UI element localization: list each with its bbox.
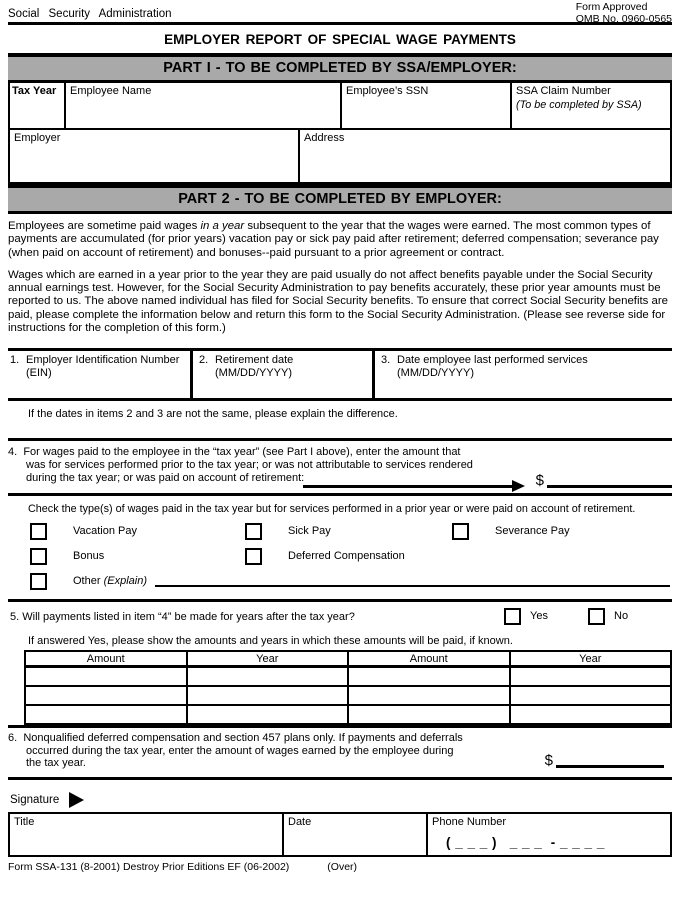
col-header-year-1: Year xyxy=(187,651,349,667)
employee-name-label: Employee Name xyxy=(70,85,152,97)
tax-year-label: Tax Year xyxy=(12,85,57,97)
yes-label: Yes xyxy=(530,610,548,623)
year-cell[interactable] xyxy=(510,667,672,686)
items-1-3-row xyxy=(8,348,672,401)
form-id-text: Form SSA-131 (8-2001) Destroy Prior Editions EF (06-2002) xyxy=(8,861,290,874)
item1-sub: (EIN) xyxy=(26,367,52,380)
ssa-claim-number-label: SSA Claim Number xyxy=(516,85,611,97)
omb-number: OMB No. 0960-0565 xyxy=(575,12,672,25)
para1-italic: in a year xyxy=(200,220,245,232)
amount-cell[interactable] xyxy=(25,705,187,724)
other-explain-note: (Explain) xyxy=(103,575,147,588)
sick-pay-label: Sick Pay xyxy=(288,525,331,538)
table-row xyxy=(25,667,671,686)
instructions-paragraph-2: Wages which are earned in a year prior to the year they are paid usually do not affect benefits payable under the Social Security annual earnings test. However, for the Social Security Administration to pay benefits accurately, these prior year amounts must be reported to us. The above named individual has filed for Social Security benefits. To ensure that correct Social Security benefits are paid, please complete the information below and return this form to the Social Security Administration. (Please see reverse side for instructions for the completion of this form.) xyxy=(8,268,668,335)
instructions-paragraph-1 xyxy=(8,220,672,260)
title-label: Title xyxy=(14,816,35,829)
item1-number: 1. xyxy=(10,354,20,367)
dates-note-text: If the dates in items 2 and 3 are not the same, please explain the difference. xyxy=(28,408,398,421)
date-field[interactable] xyxy=(282,814,426,855)
item6-line3: the tax year. xyxy=(26,757,86,770)
year-cell[interactable] xyxy=(510,686,672,705)
signature-label: Signature xyxy=(10,793,60,806)
form-title: EMPLOYER REPORT OF SPECIAL WAGE PAYMENTS xyxy=(164,32,516,47)
part2-bar: PART 2 - TO BE COMPLETED BY EMPLOYER: xyxy=(8,184,672,214)
form-approved-block xyxy=(576,2,672,26)
year-cell[interactable] xyxy=(187,686,349,705)
amount-cell[interactable] xyxy=(25,667,187,686)
last-services-date-field[interactable] xyxy=(372,351,672,398)
bonus-checkbox[interactable] xyxy=(30,548,47,565)
ssa-claim-number-field[interactable] xyxy=(510,83,670,128)
title-field[interactable] xyxy=(10,814,282,855)
item4-section xyxy=(8,441,672,496)
amount-cell[interactable] xyxy=(348,667,510,686)
item4-dollar-sign: $ xyxy=(535,472,544,490)
item2-number: 2. xyxy=(199,354,209,367)
item4-number: 4. xyxy=(8,446,18,459)
sick-pay-checkbox[interactable] xyxy=(245,523,262,540)
title-date-phone-table xyxy=(8,812,672,857)
date-label: Date xyxy=(288,816,312,829)
other-label: Other (Explain) xyxy=(73,575,147,588)
item3-number: 3. xyxy=(381,354,391,367)
amount-cell[interactable] xyxy=(348,686,510,705)
yes-checkbox[interactable] xyxy=(504,608,521,625)
form-footer xyxy=(8,857,672,873)
address-field[interactable] xyxy=(298,130,670,182)
amount-cell[interactable] xyxy=(348,705,510,724)
item6-line1: Nonqualified deferred compensation and section 457 plans only. If payments and deferrals xyxy=(23,731,463,744)
signature-row xyxy=(8,780,672,810)
employer-field[interactable] xyxy=(10,130,298,182)
phone-placeholder[interactable]: ( _ _ _ ) _ _ _ - _ _ _ _ xyxy=(446,835,605,851)
col-header-year-2: Year xyxy=(510,651,672,667)
form-approved-label: Form Approved xyxy=(575,1,648,13)
over-note: (Over) xyxy=(327,861,358,874)
item6-amount-field[interactable] xyxy=(545,753,664,768)
severance-pay-checkbox[interactable] xyxy=(452,523,469,540)
table-row xyxy=(25,705,671,724)
address-label: Address xyxy=(304,132,345,144)
page-header xyxy=(8,0,672,25)
year-cell[interactable] xyxy=(187,705,349,724)
other-explain-line[interactable] xyxy=(155,576,670,587)
item4-amount-line[interactable] xyxy=(547,474,672,488)
phone-label: Phone Number xyxy=(432,816,506,829)
para1-post: subsequent to the year that the wages were earned. The most common types of payments are accumulated (for prior years) vacation pay or sick pay paid after retirement; deferred compensation; severance pay (when paid on account of retirement) and bonuses--paid pursuant to a prior agreement or contract. xyxy=(8,220,659,259)
amounts-years-table xyxy=(24,650,672,725)
no-checkbox[interactable] xyxy=(588,608,605,625)
item1-label: Employer Identification Number xyxy=(26,354,180,367)
amount-cell[interactable] xyxy=(25,686,187,705)
part1-bar: PART I - TO BE COMPLETED BY SSA/EMPLOYER: xyxy=(8,53,672,83)
employee-ssn-label: Employee’s SSN xyxy=(346,85,429,97)
check-types-instruction: Check the type(s) of wages paid in the tax year but for services performed in a prior year or were paid on account of retirement. xyxy=(28,503,636,516)
item3-label: Date employee last performed services xyxy=(397,354,588,367)
explain-difference-area[interactable] xyxy=(8,401,672,441)
item2-label: Retirement date xyxy=(215,354,294,367)
item6-section xyxy=(8,725,672,780)
agency-name: Social Security Administration xyxy=(8,8,172,20)
deferred-compensation-label: Deferred Compensation xyxy=(288,550,405,563)
employee-ssn-field[interactable] xyxy=(340,83,510,128)
item6-text xyxy=(8,732,530,770)
item6-amount-line[interactable] xyxy=(556,754,664,768)
item5-question: 5. Will payments listed in item “4” be made for years after the tax year? xyxy=(10,610,355,623)
wage-type-checkboxes xyxy=(8,516,672,602)
item3-sub: (MM/DD/YYYY) xyxy=(397,367,474,380)
item4-line3: during the tax year; or was paid on account of retirement: xyxy=(26,472,305,485)
part1-fields-table xyxy=(8,83,672,184)
amount-arrow-icon xyxy=(303,480,525,492)
para1-pre: Employees are sometime paid wages xyxy=(8,220,198,232)
retirement-date-field[interactable] xyxy=(190,351,372,398)
employer-label: Employer xyxy=(14,132,61,144)
employee-name-field[interactable] xyxy=(64,83,340,128)
col-header-amount-2: Amount xyxy=(348,651,510,667)
no-label: No xyxy=(614,610,629,623)
phone-field[interactable] xyxy=(426,814,670,855)
year-cell[interactable] xyxy=(510,705,672,724)
item4-amount-field[interactable] xyxy=(536,473,672,488)
col-header-amount-1: Amount xyxy=(25,651,187,667)
item6-line2: occurred during the tax year, enter the amount of wages earned by the employee during xyxy=(26,744,454,757)
tax-year-field[interactable] xyxy=(10,83,64,128)
vacation-pay-label: Vacation Pay xyxy=(73,525,138,538)
item4-line1: For wages paid to the employee in the “tax year” (see Part I above), enter the amount that xyxy=(23,446,461,459)
item6-number: 6. xyxy=(8,731,18,744)
year-cell[interactable] xyxy=(187,667,349,686)
ssa-claim-note: (To be completed by SSA) xyxy=(516,99,642,111)
other-checkbox[interactable] xyxy=(30,573,47,590)
item5-note: If answered Yes, please show the amounts and years in which these amounts will be paid, if known. xyxy=(28,634,513,647)
item2-sub: (MM/DD/YYYY) xyxy=(215,367,292,380)
signature-arrow-icon xyxy=(69,792,84,808)
severance-pay-label: Severance Pay xyxy=(495,525,570,538)
bonus-label: Bonus xyxy=(73,550,105,563)
item6-dollar-sign: $ xyxy=(544,752,553,770)
item4-line2: was for services performed prior to the tax year; or was not attributable to services rendered xyxy=(26,459,473,472)
ein-field[interactable] xyxy=(8,351,190,398)
vacation-pay-checkbox[interactable] xyxy=(30,523,47,540)
deferred-compensation-checkbox[interactable] xyxy=(245,548,262,565)
item5-section xyxy=(8,602,672,725)
table-row xyxy=(25,686,671,705)
